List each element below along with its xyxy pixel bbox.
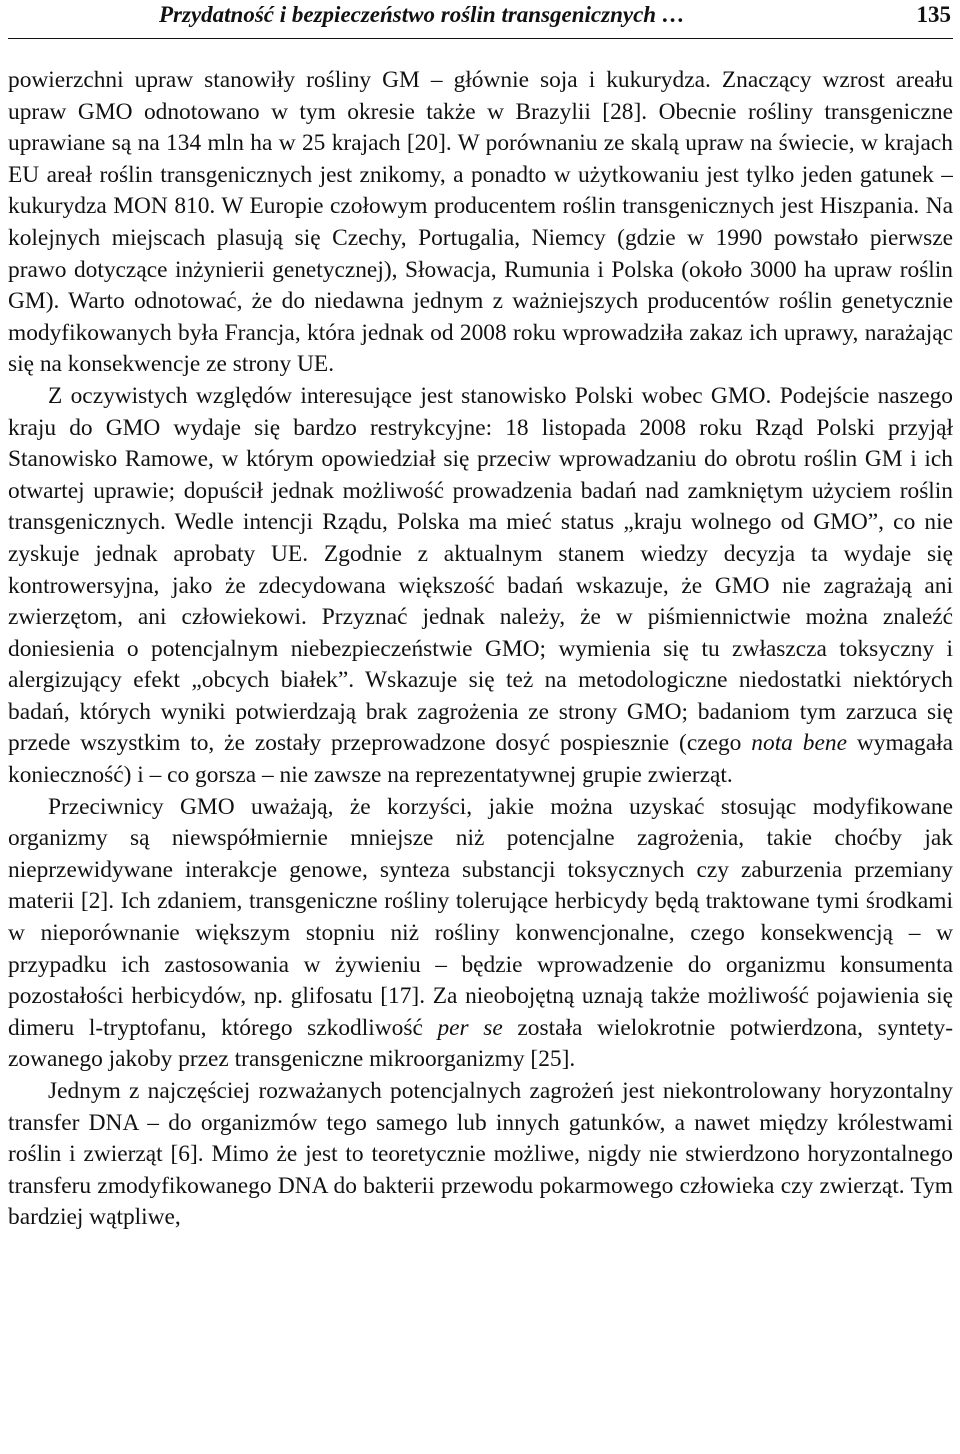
running-header bbox=[8, 0, 953, 39]
paragraph-4 bbox=[8, 1076, 953, 1234]
page-number: 135 bbox=[916, 2, 951, 27]
italic-term: per se bbox=[437, 1014, 503, 1041]
text-run: Jednym z najczęściej rozważanych potencjalnych zagrożeń jest niekontrolowany horyzontalny transfer DNA – do organizmów tego samego lub innych gatunków, a nawet między królestwami roślin i zwierząt [6]. Mimo że jest to teoretycznie możliwe, nigdy nie stwierdzono horyzontalnego transferu zmodyfikowanego DNA do bakterii przewodu pokarmowego człowieka czy zwierząt. Tym bardziej wątpliwe, bbox=[8, 1078, 953, 1231]
body-text bbox=[8, 65, 953, 1234]
text-run: wymagała konieczność) i – co gorsza – nie zawsze na reprezentatywnej grupie zwierząt. bbox=[8, 730, 953, 789]
paragraph-2 bbox=[8, 381, 953, 792]
paragraph-1 bbox=[8, 65, 953, 381]
italic-term: nota bene bbox=[751, 730, 847, 757]
text-run: powierzchni upraw stanowiły rośliny GM – głównie soja i kukurydza. Znaczący wzrost areału upraw GMO odnotowano w tym okresie także w Brazylii [28]. Obecnie rośliny transgeniczne uprawiane są na 134 mln ha w 25 krajach [20]. W porównaniu ze skalą upraw na świecie, w krajach EU areał roślin transgenicznych jest znikomy, a ponadto w użytkowaniu jest tylko jeden gatunek – kukurydza MON 810. W Europie czołowym producentem roślin transgenicznych jest Hiszpania. Na kolejnych miejscach plasują się Czechy, Portugalia, Niemcy (gdzie w 1990 powstało pierwsze prawo dotyczące inżynierii genetycznej), Słowacja, Rumunia i Polska (około 3000 ha upraw roślin GM). Warto odnotować, że do niedawna jednym z ważniejszych producentów roślin genetycznie modyfikowanych była Francja, która jednak od 2008 roku wprowadziła zakaz ich uprawy, narażając się na konsekwencje ze strony UE. bbox=[8, 67, 953, 378]
paragraph-3 bbox=[8, 792, 953, 1076]
running-title: Przydatność i bezpieczeństwo roślin transgenicznych … bbox=[159, 2, 685, 27]
text-run: została wielokrotnie potwierdzona, syntetyzowanego jakoby przez transgeniczne mikroorganizmy [25]. bbox=[8, 1014, 953, 1073]
text-run: Przeciwnicy GMO uważają, że korzyści, jakie można uzyskać stosując modyfikowane organizmy są niewspółmiernie mniejsze niż potencjalne zagrożenia, takie choćby jak nieprzewidywane interakcje genowe, synteza substancji toksycznych czy zaburzenia przemiany materii [2]. Ich zdaniem, transgeniczne rośliny tolerujące herbicydy będą traktowane tymi środkami w nieporównanie większym stopniu niż rośliny konwencjonalne, czego konsekwencją – w przypadku ich zastosowania w żywieniu – będzie wprowadzenie do organizmu konsumenta pozostałości herbicydów, np. glifosatu [17]. Za nieobojętną uznają także możliwość pojawienia się dimeru l-tryptofanu, którego szkodliwość bbox=[8, 793, 953, 1041]
document-page bbox=[8, 0, 953, 1454]
text-run: Z oczywistych względów interesujące jest stanowisko Polski wobec GMO. Podejście naszego kraju do GMO wydaje się bardzo restrykcyjne: 18 listopada 2008 roku Rząd Polski przyjął Stanowisko Ramowe, w którym opowiedział się przeciw wprowadzaniu do obrotu roślin GM i ich otwartej uprawie; dopuścił jednak możliwość prowadzenia badań nad zamkniętym użyciem roślin transgenicznych. Wedle intencji Rządu, Polska ma mieć status „kraju wolnego od GMO”, co nie zyskuje jednak aprobaty UE. Zgodnie z aktualnym stanem wiedzy decyzja ta wydaje się kontrowersyjna, jako że zdecydowana większość badań wskazuje, że GMO nie zagrażają ani zwierzętom, ani człowiekowi. Przyznać jednak należy, że w piśmiennictwie można znaleźć doniesienia o potencjalnym niebezpieczeństwie GMO; wymienia się tu zwłaszcza toksyczny i alergizujący efekt „obcych białek”. Wskazuje się też na metodologiczne niedostatki niektórych badań, których wyniki potwierdzają brak zagrożenia ze strony GMO; badaniom tym zarzuca się przede wszystkim to, że zostały przeprowadzone dosyć pospiesznie (czego bbox=[8, 382, 953, 757]
